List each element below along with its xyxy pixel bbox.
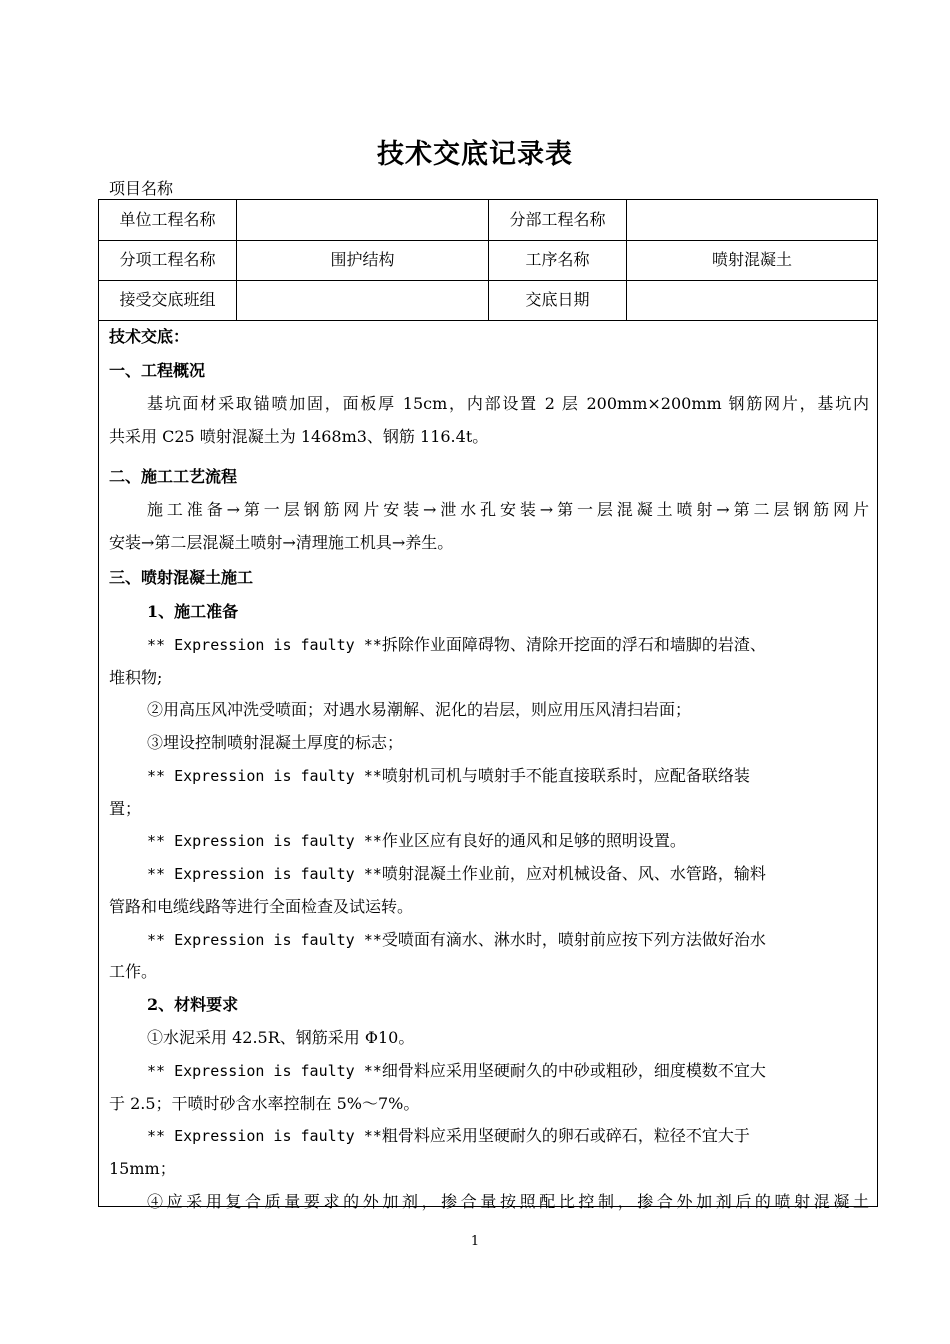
division-project-value <box>627 200 877 240</box>
paragraph-line: ** Expression is faulty **粗骨料应采用坚硬耐久的卵石或碎石，粒径不宜大于 <box>147 1126 750 1145</box>
table-row <box>99 280 877 321</box>
section-heading: 二、施工工艺流程 <box>109 467 238 486</box>
paragraph-line: ** Expression is faulty **细骨料应采用坚硬耐久的中砂或粗砂，细度模数不宜大 <box>147 1061 766 1080</box>
paragraph-line: ** Expression is faulty **受喷面有滴水、淋水时，喷射前应按下列方法做好治水 <box>147 930 766 949</box>
paragraph-line: 工作。 <box>109 962 158 981</box>
section-heading: 三、喷射混凝土施工 <box>109 568 254 587</box>
paragraph-line: ** Expression is faulty **拆除作业面障碍物、清除开挖面的浮石和墙脚的岩渣、 <box>147 635 766 654</box>
process-name-value: 喷射混凝土 <box>711 250 792 269</box>
paragraph-line: 共采用 C25 喷射混凝土为 1468m3、钢筋 116.4t。 <box>109 427 489 446</box>
paragraph-line: 管路和电缆线路等进行全面检查及试运转。 <box>109 897 414 916</box>
error-text: ** Expression is faulty ** <box>147 767 382 785</box>
record-table <box>98 199 878 1211</box>
subsection-heading: 1、施工准备 <box>147 602 239 621</box>
error-text: ** Expression is faulty ** <box>147 1127 382 1145</box>
paragraph-line: 堆积物; <box>109 668 163 687</box>
briefing-date-value <box>627 280 877 320</box>
paragraph-line: 安装→第二层混凝土喷射→清理施工机具→养生。 <box>109 533 454 552</box>
paragraph-line: ** Expression is faulty **喷射机司机与喷射手不能直接联系时，应配备联络装 <box>147 766 750 785</box>
paragraph-line: 15mm； <box>109 1159 176 1178</box>
paragraph-line: 基坑面材采取锚喷加固，面板厚 15cm，内部设置 2 层 200mm×200mm 钢筋网片，基坑内 <box>147 394 869 413</box>
paragraph-line: ③埋设控制喷射混凝土厚度的标志； <box>147 733 404 752</box>
error-text: ** Expression is faulty ** <box>147 832 382 850</box>
briefing-label: 技术交底： <box>109 327 190 346</box>
error-text: ** Expression is faulty ** <box>147 865 382 883</box>
project-name-label: 项目名称 <box>109 179 174 198</box>
paragraph-line: ** Expression is faulty **作业区应有良好的通风和足够的照明设置。 <box>147 831 686 850</box>
section-heading: 一、工程概况 <box>109 361 206 380</box>
paragraph-line: 置； <box>109 799 142 818</box>
page-number: 1 <box>470 1234 480 1249</box>
briefing-date-label: 交底日期 <box>489 280 627 320</box>
unit-project-label: 单位工程名称 <box>99 200 237 240</box>
paragraph-line: ②用高压风冲洗受喷面；对遇水易潮解、泥化的岩层，则应用压风清扫岩面； <box>147 700 692 719</box>
error-text: ** Expression is faulty ** <box>147 931 382 949</box>
table-row <box>99 240 877 281</box>
unit-project-value <box>237 200 489 240</box>
subsection-heading: 2、材料要求 <box>147 995 239 1014</box>
error-text: ** Expression is faulty ** <box>147 636 382 654</box>
process-name-label: 工序名称 <box>489 240 627 280</box>
paragraph-line: 施工准备→第一层钢筋网片安装→泄水孔安装→第一层混凝土喷射→第二层钢筋网片 <box>147 500 869 519</box>
error-text: ** Expression is faulty ** <box>147 1062 382 1080</box>
paragraph-line: 于 2.5；干喷时砂含水率控制在 5%～7%。 <box>109 1094 420 1113</box>
receiving-team-label: 接受交底班组 <box>99 280 237 320</box>
division-project-label: 分部工程名称 <box>489 200 627 240</box>
subitem-project-label: 分项工程名称 <box>99 240 237 280</box>
table-row <box>99 200 877 241</box>
page-title: 技术交底记录表 <box>377 139 573 170</box>
receiving-team-value <box>237 280 489 320</box>
paragraph-line: ④应采用复合质量要求的外加剂，掺合量按照配比控制，掺合外加剂后的喷射混凝土 <box>147 1192 869 1211</box>
subitem-project-value: 围护结构 <box>237 240 489 280</box>
paragraph-line: ①水泥采用 42.5R、钢筋采用 Φ10。 <box>147 1028 415 1047</box>
paragraph-line: ** Expression is faulty **喷射混凝土作业前，应对机械设备、风、水管路，输料 <box>147 864 766 883</box>
